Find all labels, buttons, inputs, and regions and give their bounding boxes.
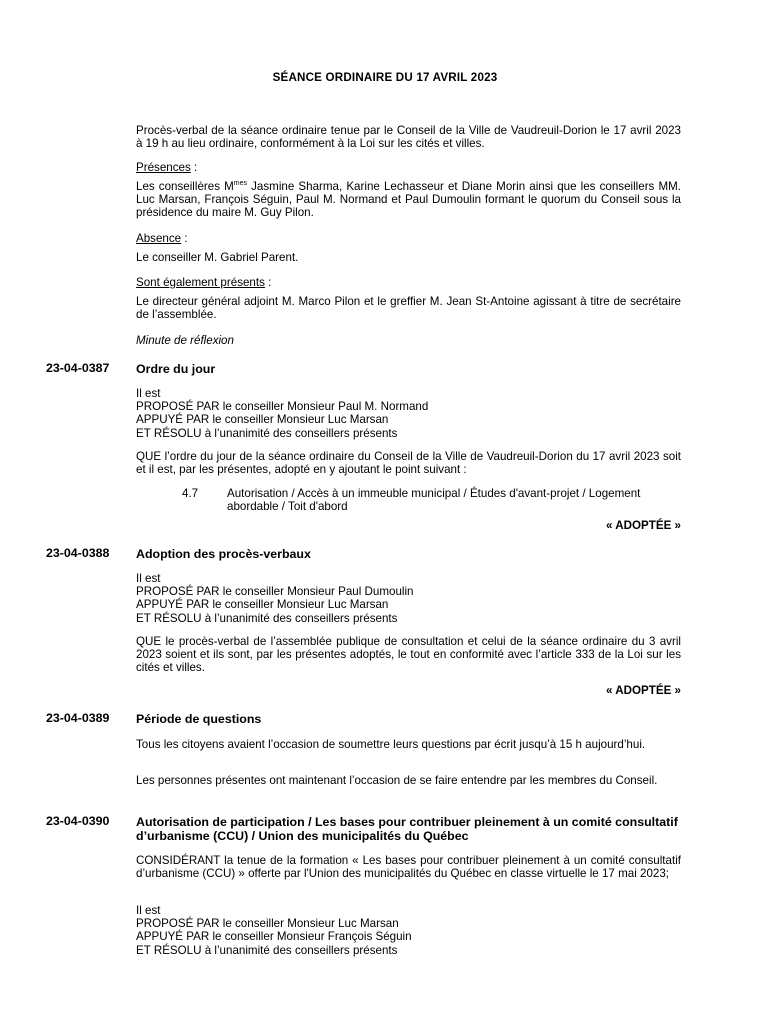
motion-line: Il est: [136, 572, 161, 585]
adopted-label: « ADOPTÉE »: [606, 684, 681, 697]
agenda-item-text: Autorisation / Accès à un immeuble municipal / Études d'avant-projet / Logement abordable / Toit d'abord: [227, 487, 641, 514]
minute-reflexion: Minute de réflexion: [136, 334, 234, 347]
resolution-motion: [136, 904, 681, 957]
page-title: SÉANCE ORDINAIRE DU 17 AVRIL 2023: [272, 71, 498, 84]
motion-line: Il est: [136, 387, 161, 400]
presences-sup: mes: [233, 180, 248, 187]
motion-line: PROPOSÉ PAR le conseiller Monsieur Paul M. Normand: [136, 400, 429, 414]
agenda-item-number: 4.7: [182, 487, 199, 500]
also-present-paragraph: Le directeur général adjoint M. Marco Pilon et le greffier M. Jean St-Antoine agissant à titre de secrétaire de l’assemblée.: [136, 295, 681, 322]
resolution-motion: [136, 387, 681, 440]
resolution-motion: [136, 572, 681, 625]
motion-line: ET RÉSOLU à l’unanimité des conseillers présents: [136, 943, 398, 957]
resolution-number: 23-04-0390: [46, 814, 110, 828]
also-present-heading: [136, 276, 681, 289]
resolution-title: Période de questions: [136, 712, 262, 726]
colon: :: [190, 161, 198, 174]
colon: :: [264, 276, 272, 289]
motion-line: PROPOSÉ PAR le conseiller Monsieur Paul Dumoulin: [136, 585, 414, 599]
motion-line: APPUYÉ PAR le conseiller Monsieur Luc Marsan: [136, 413, 389, 427]
resolution-body: QUE l’ordre du jour de la séance ordinaire du Conseil de la Ville de Vaudreuil-Dorion du 17 avril 2023 soit et il est, par les présentes, adopté en y ajoutant le point suivant :: [136, 450, 681, 477]
resolution-title: Ordre du jour: [136, 362, 216, 376]
resolution-body: QUE le procès-verbal de l’assemblée publique de consultation et celui de la séance ordinaire du 3 avril 2023 soient et ils sont, par les présentes adoptés, le tout en conformité avec l’article 333 de la Loi sur les cités et villes.: [136, 635, 681, 675]
motion-line: PROPOSÉ PAR le conseiller Monsieur Luc Marsan: [136, 917, 399, 931]
absence-paragraph: Le conseiller M. Gabriel Parent.: [136, 251, 299, 264]
motion-line: Il est: [136, 904, 161, 917]
colon: :: [181, 232, 188, 245]
absence-heading: [136, 232, 681, 245]
presences-heading-text: Présences: [136, 161, 191, 174]
resolution-number: 23-04-0389: [46, 711, 110, 725]
presences-heading: [136, 161, 681, 174]
resolution-body: CONSIDÉRANT la tenue de la formation « Les bases pour contribuer pleinement à un comité consultatif d’urbanisme (CCU) » offerte par l'Union des municipalités du Québec en classe virtuelle le 17 mai 2023;: [136, 854, 681, 881]
resolution-title: Adoption des procès-verbaux: [136, 547, 311, 561]
motion-line: ET RÉSOLU à l’unanimité des conseillers présents: [136, 611, 398, 625]
resolution-paragraph: Tous les citoyens avaient l’occasion de soumettre leurs questions par écrit jusqu’à 15 h aujourd’hui.: [136, 738, 646, 751]
resolution-number: 23-04-0388: [46, 546, 110, 560]
presences-paragraph: [136, 180, 681, 220]
resolution-number: 23-04-0387: [46, 361, 110, 375]
intro-paragraph: Procès-verbal de la séance ordinaire tenue par le Conseil de la Ville de Vaudreuil-Dorion le 17 avril 2023 à 19 h au lieu ordinaire, conformément à la Loi sur les cités et villes.: [136, 124, 681, 151]
adopted-label: « ADOPTÉE »: [606, 519, 681, 532]
presences-text-b: Jasmine Sharma, Karine Lechasseur et Diane Morin ainsi que les conseillers MM. Luc Marsan, François Séguin, Paul M. Normand et Paul Dumoulin formant le quorum du Conseil sous la présidence du maire M. Guy Pilon.: [136, 180, 681, 220]
motion-line: ET RÉSOLU à l’unanimité des conseillers présents: [136, 426, 398, 440]
motion-line: APPUYÉ PAR le conseiller Monsieur Luc Marsan: [136, 598, 389, 612]
presences-text-a: Les conseillères M: [136, 180, 234, 193]
resolution-paragraph: Les personnes présentes ont maintenant l’occasion de se faire entendre par les membres du Conseil.: [136, 774, 658, 787]
also-present-heading-text: Sont également présents: [136, 276, 265, 289]
resolution-title: Autorisation de participation / Les bases pour contribuer pleinement à un comité consultatif d’urbanisme (CCU) / Union des municipalités du Québec: [136, 815, 678, 843]
motion-line: APPUYÉ PAR le conseiller Monsieur François Séguin: [136, 930, 412, 944]
absence-heading-text: Absence: [136, 232, 182, 245]
